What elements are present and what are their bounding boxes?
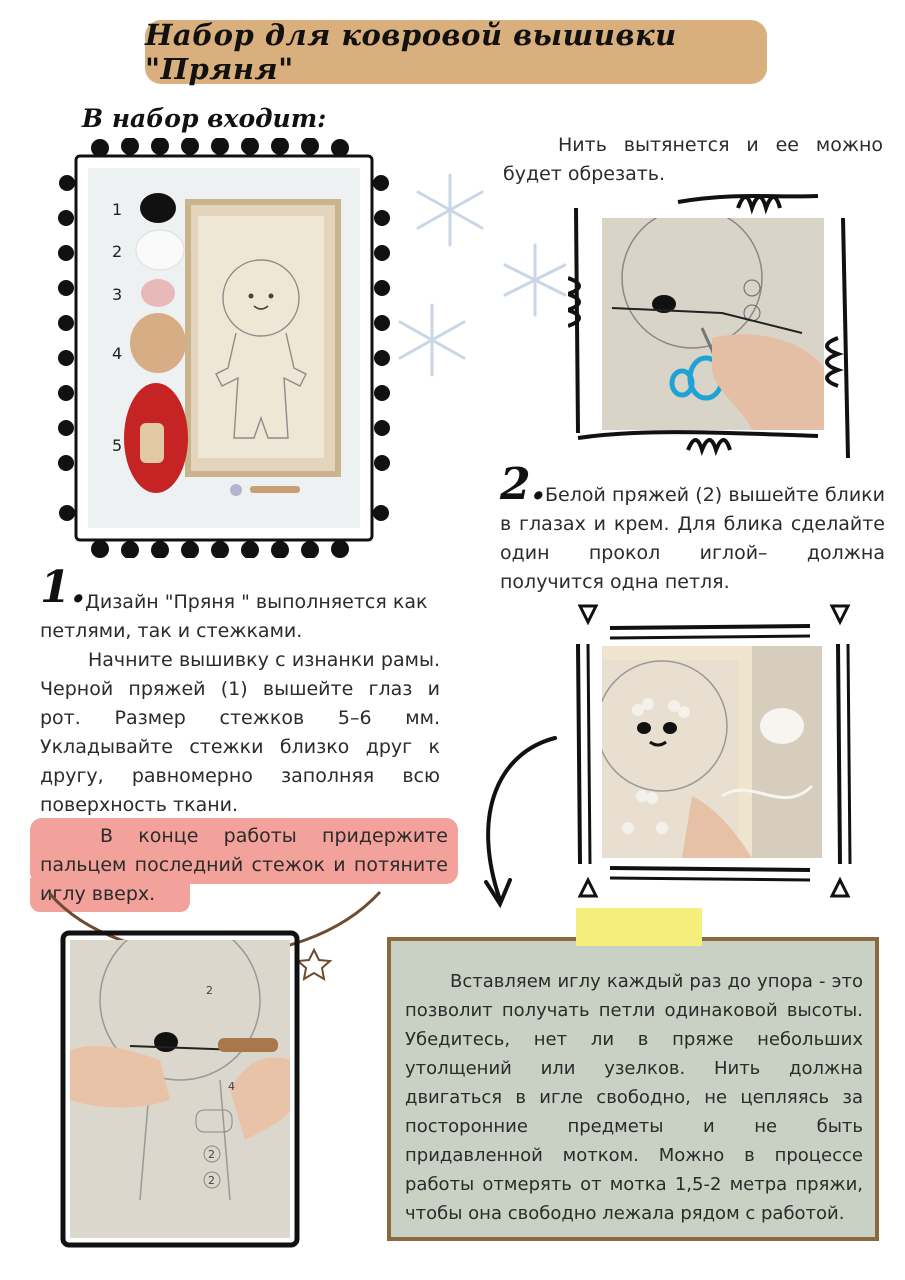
step2-number: 2. [500,459,546,510]
tip-text: Вставляем иглу каждый раз до упора - это позволит получать петли одинаковой высоты. Убедитесь, нет ли в пряже небольших утолщений или узелков. Нить должна двигаться в игле свободно, не цепляясь за посторонние предметы и не быть придавленной мотком. Можно в процессе работы отмерять от мотка 1,5-2 метра пряжи, чтобы она свободно лежала рядом с работой. [405,971,863,1224]
step1-body: Начните вышивку с изнанки рамы. Черной пряжей (1) вышейте глаз и рот. Размер стежков 5–6 мм. Укладывайте стежки близко друг к другу, равномерно заполняя всю поверхность ткани. [40,649,440,816]
snowflake-icon [392,300,472,380]
scalloped-frame [58,138,390,558]
kit-photo-frame [58,138,390,558]
needle-photo [70,940,290,1238]
kit-number-3: 3 [112,285,123,304]
step2-text: Белой пряжей (2) вышейте блики в глазах и крем. Для блика сделайте один прокол иглой– должна получится одна петля. [500,484,885,593]
kit-number-5: 5 [112,436,123,455]
photo-label: 4 [228,1080,235,1093]
loops-photo [602,646,822,858]
scissors-photo [602,218,824,430]
kit-number-1: 1 [112,200,123,219]
snowflake-icon [410,170,490,250]
step1-number: 1. [40,562,86,613]
kit-number-4: 4 [112,344,123,363]
photo-label: 2 [206,984,213,997]
kit-number-2: 2 [112,242,123,261]
curved-arrow-icon [470,732,560,912]
thread-note: Нить вытянется и ее можно будет обрезать. [503,134,883,185]
photo-label: 2 [208,1148,215,1161]
kit-heading: В набор входит: [82,104,327,133]
step1-intro: Дизайн "Пряня " выполняется как петлями, так и стежками. [40,591,428,642]
highlight-note: В конце работы придержите пальцем последний стежок и потяните иглу вверх. [40,825,448,905]
title-banner [145,20,767,84]
snowflake-icon [500,240,570,320]
page-title: Набор для ковровой вышивки "Пряня" [145,18,677,86]
photo-label: 2 [208,1174,215,1187]
needle-photo-frame [60,930,300,1248]
scissors-photo-frame [568,188,858,470]
washi-tape [576,908,702,946]
loops-photo-frame [570,604,862,900]
